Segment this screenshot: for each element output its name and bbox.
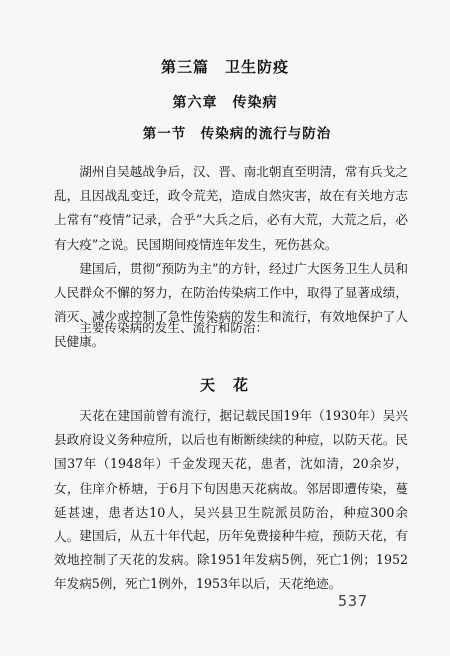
intro-paragraph-history: 湖州自吴越战争后，汉、晋、南北朝直至明清，常有兵戈之乱，且因战乱变迁，政令荒芜，造成自然灾害，故在有关地方志上常有“疫情”记录，合乎“大兵之后，必有大荒，大荒之后，必有大疫”之说。民国期间疫情连年发生，死伤甚众。 [54, 164, 408, 252]
part-title: 第三篇 卫生防疫 [160, 58, 289, 76]
chapter-title: 第六章 传染病 [172, 95, 278, 111]
intro-paragraph-lead-in: 主要传染病的发生、流行和防治： [79, 320, 269, 335]
smallpox-paragraph-post-liberation: 建国后，从五十年代起，历年免费接种牛痘，预防天花，有效地控制了天花的发病。除1951年发病5例，死亡1例；1952年发病5例，死亡1例外，1953年以后，天花绝迹。 [54, 528, 408, 592]
section-title: 第一节 传染病的流行与防治 [142, 126, 332, 142]
page-number: 537 [338, 592, 369, 610]
intro-paragraph-post-liberation: 建国后，贯彻“预防为主”的方针，经过广大医务卫生人员和人民群众不懈的努力，在防治传染病工作中，取得了显著成绩，消灭、减少或控制了急性传染病的发生和流行，有效地保护了人民健康。 [54, 261, 408, 349]
smallpox-paragraph-pre-liberation: 天花在建国前曾有流行，据记载民国19年（1930年）吴兴县政府设义务种痘所，以后也有断断续续的种痘，以防天花。民国37年（1948年）千金发现天花，患者，沈如清，20余岁，女，住庠介桥塘，于6月下旬因患天花病故。邻居即遭传染，蔓延甚速，患者达10人，吴兴县卫生院派员防治，种痘300余人。 [54, 408, 408, 545]
subsection-title-smallpox: 天花 [199, 376, 266, 394]
